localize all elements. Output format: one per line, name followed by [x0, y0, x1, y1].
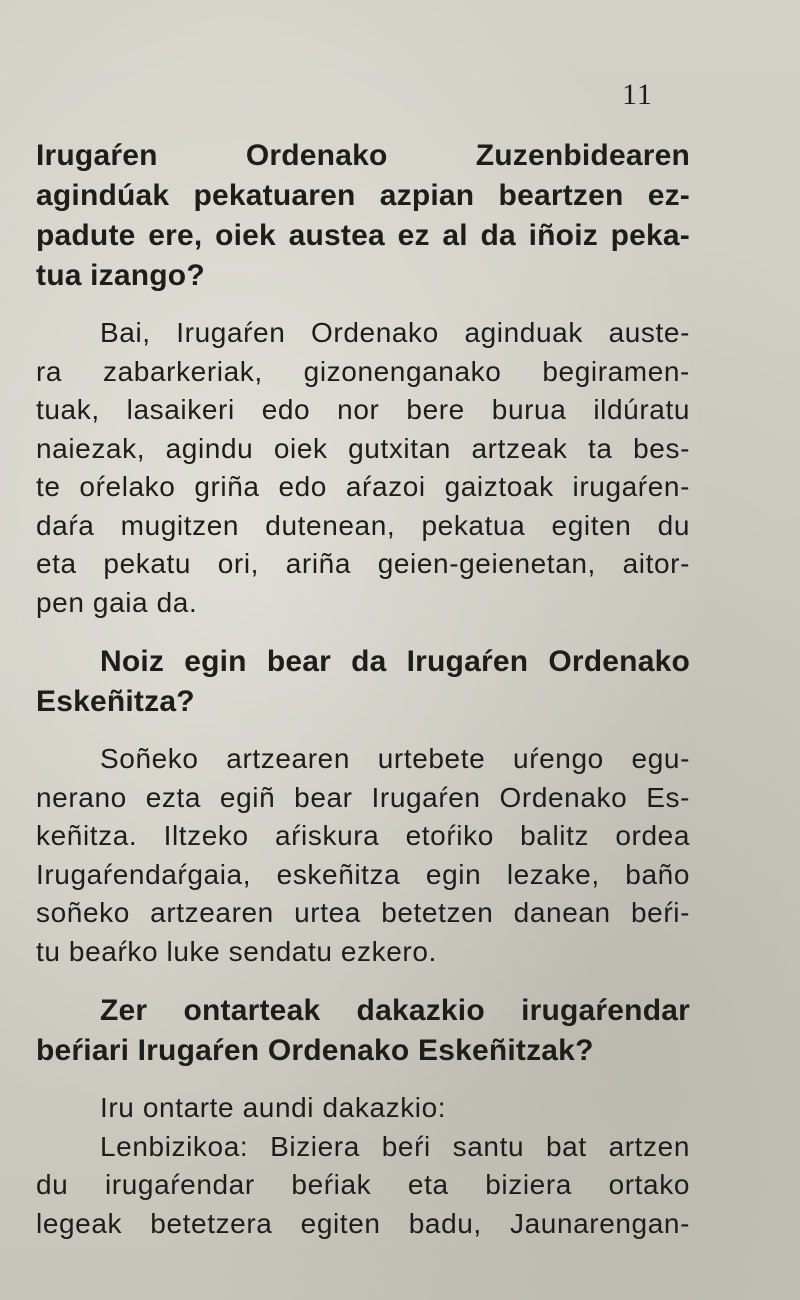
answer-1	[36, 314, 690, 622]
answer-line: soñeko artzearen urtea betetzen danean beŕi-	[36, 897, 690, 928]
answer-line: ra zabarkeriak, gizonenganako begiramen-	[36, 355, 690, 387]
answer-line: keñitza. Iltzeko aŕiskura etoŕiko balitz ordea	[36, 820, 690, 851]
question-line: agindúak pekatuaren azpian beartzen ez-	[36, 179, 690, 212]
question-line: beŕiari Irugaŕen Ordenako Eskeñitzak?	[36, 1034, 594, 1067]
answer-line: legeak betetzera egiten badu, Jaunarengan-	[36, 1207, 690, 1239]
answer-line: tu beaŕko luke sendatu ezkero.	[36, 935, 437, 967]
answer-line: daŕa mugitzen dutenean, pekatua egiten du	[36, 509, 690, 541]
answer-3	[36, 1089, 690, 1243]
question-line: padute ere, oiek austea ez al da iñoiz peka-	[36, 219, 690, 252]
answer-line: Lenbizikoa: Biziera beŕi santu bat artzen	[100, 1130, 690, 1162]
answer-line: Bai, Irugaŕen Ordenako aginduak auste-	[100, 317, 690, 348]
answer-line: Soñeko artzearen urtebete uŕengo egu-	[100, 743, 690, 774]
question-line: Irugaŕen Ordenako Zuzenbidearen	[36, 139, 690, 172]
page-content	[36, 136, 690, 1263]
answer-line: nerano ezta egiñ bear Irugaŕen Ordenako Es-	[36, 781, 690, 813]
question-line: Noiz egin bear da Irugaŕen Ordenako	[100, 645, 690, 678]
answer-line: naiezak, agindu oiek gutxitan artzeak ta bes-	[36, 432, 690, 464]
answer-line: du irugaŕendar beŕiak eta biziera ortako	[36, 1169, 690, 1200]
answer-2	[36, 740, 690, 971]
answer-line: te oŕelako griña edo aŕazoi gaiztoak irugaŕen-	[36, 471, 690, 502]
answer-line: eta pekatu ori, ariña geien-geienetan, aitor-	[36, 548, 690, 579]
answer-line: pen gaia da.	[36, 586, 198, 618]
question-3	[36, 991, 690, 1071]
answer-line: Iru ontarte aundi dakazkio:	[100, 1092, 447, 1123]
question-2	[36, 642, 690, 722]
page-number: 11	[622, 78, 653, 111]
question-line: tua izango?	[36, 259, 205, 292]
answer-line: Irugaŕendaŕgaia, eskeñitza egin lezake, baño	[36, 858, 690, 890]
question-1	[36, 136, 690, 296]
question-line: Eskeñitza?	[36, 685, 195, 718]
question-line: Zer ontarteak dakazkio irugaŕendar	[100, 994, 690, 1027]
answer-line: tuak, lasaikeri edo nor bere burua ildúratu	[36, 394, 690, 425]
